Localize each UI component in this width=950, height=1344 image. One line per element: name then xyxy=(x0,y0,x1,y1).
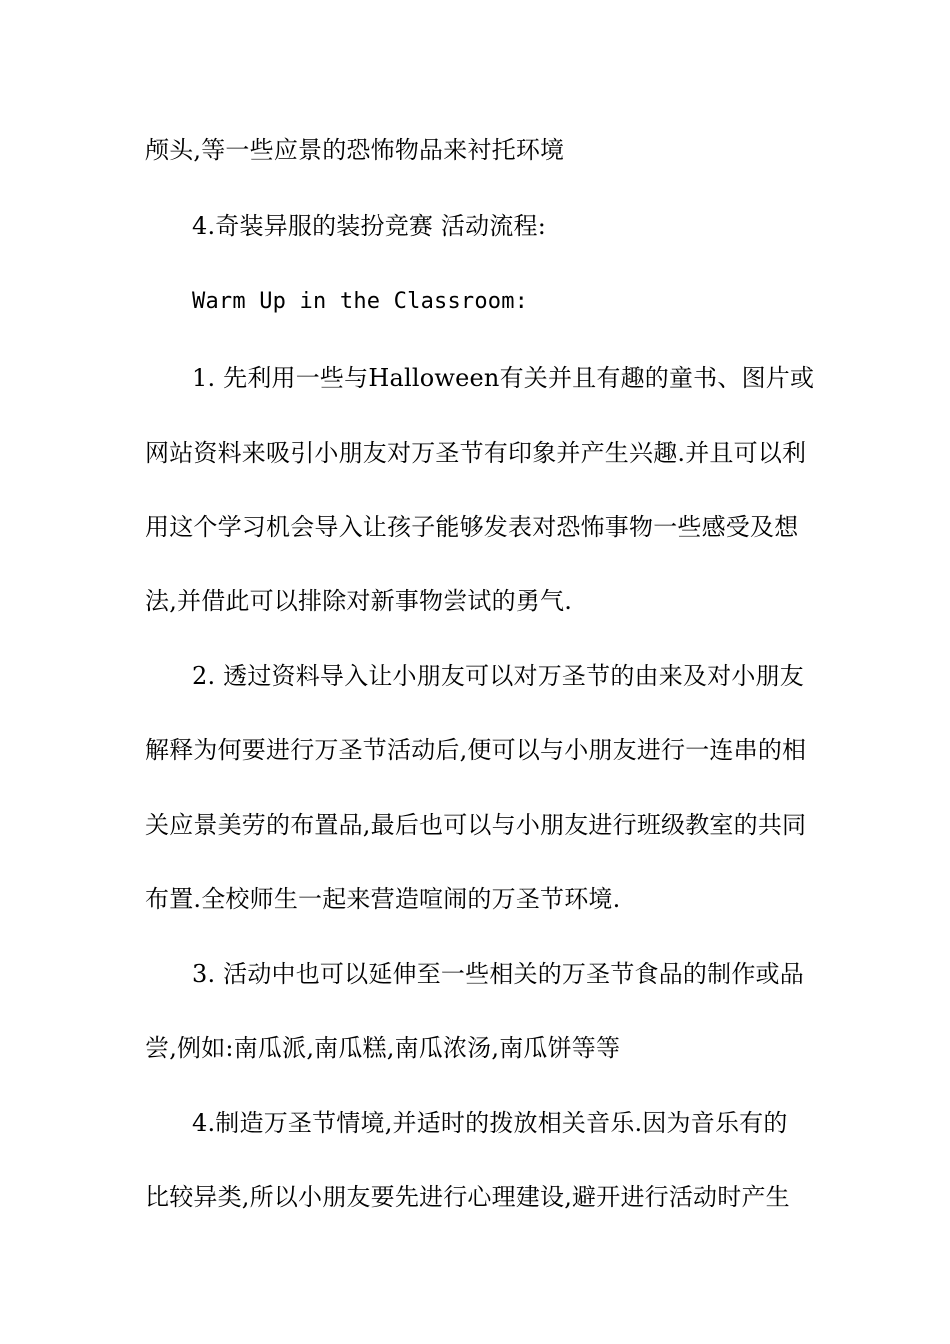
paragraph-line: 颅头,等一些应景的恐怖物品来衬托环境 xyxy=(145,136,565,164)
paragraph-line: 解释为何要进行万圣节活动后,便可以与小朋友进行一连串的相 xyxy=(145,736,807,764)
paragraph-line: 2. 透过资料导入让小朋友可以对万圣节的由来及对小朋友 xyxy=(192,662,804,690)
paragraph-line: 3. 活动中也可以延伸至一些相关的万圣节食品的制作或品 xyxy=(192,960,804,988)
paragraph-line: 法,并借此可以排除对新事物尝试的勇气. xyxy=(145,587,573,615)
paragraph-line: 比较异类,所以小朋友要先进行心理建设,避开进行活动时产生 xyxy=(145,1183,790,1211)
paragraph-line: 网站资料来吸引小朋友对万圣节有印象并产生兴趣.并且可以利 xyxy=(145,439,807,467)
paragraph-line: 4.奇装异服的装扮竞赛 活动流程: xyxy=(192,212,547,240)
paragraph-line: 布置.全校师生一起来营造喧闹的万圣节环境. xyxy=(145,885,621,913)
paragraph-line: 尝,例如:南瓜派,南瓜糕,南瓜浓汤,南瓜饼等等 xyxy=(145,1034,621,1062)
paragraph-line: Warm Up in the Classroom: xyxy=(192,289,529,314)
paragraph-line: 4.制造万圣节情境,并适时的拨放相关音乐.因为音乐有的 xyxy=(192,1109,788,1137)
paragraph-line: 用这个学习机会导入让孩子能够发表对恐怖事物一些感受及想 xyxy=(145,513,799,541)
paragraph-line: 关应景美劳的布置品,最后也可以与小朋友进行班级教室的共同 xyxy=(145,811,807,839)
paragraph-line: 1. 先利用一些与Halloween有关并且有趣的童书、图片或 xyxy=(192,364,815,392)
